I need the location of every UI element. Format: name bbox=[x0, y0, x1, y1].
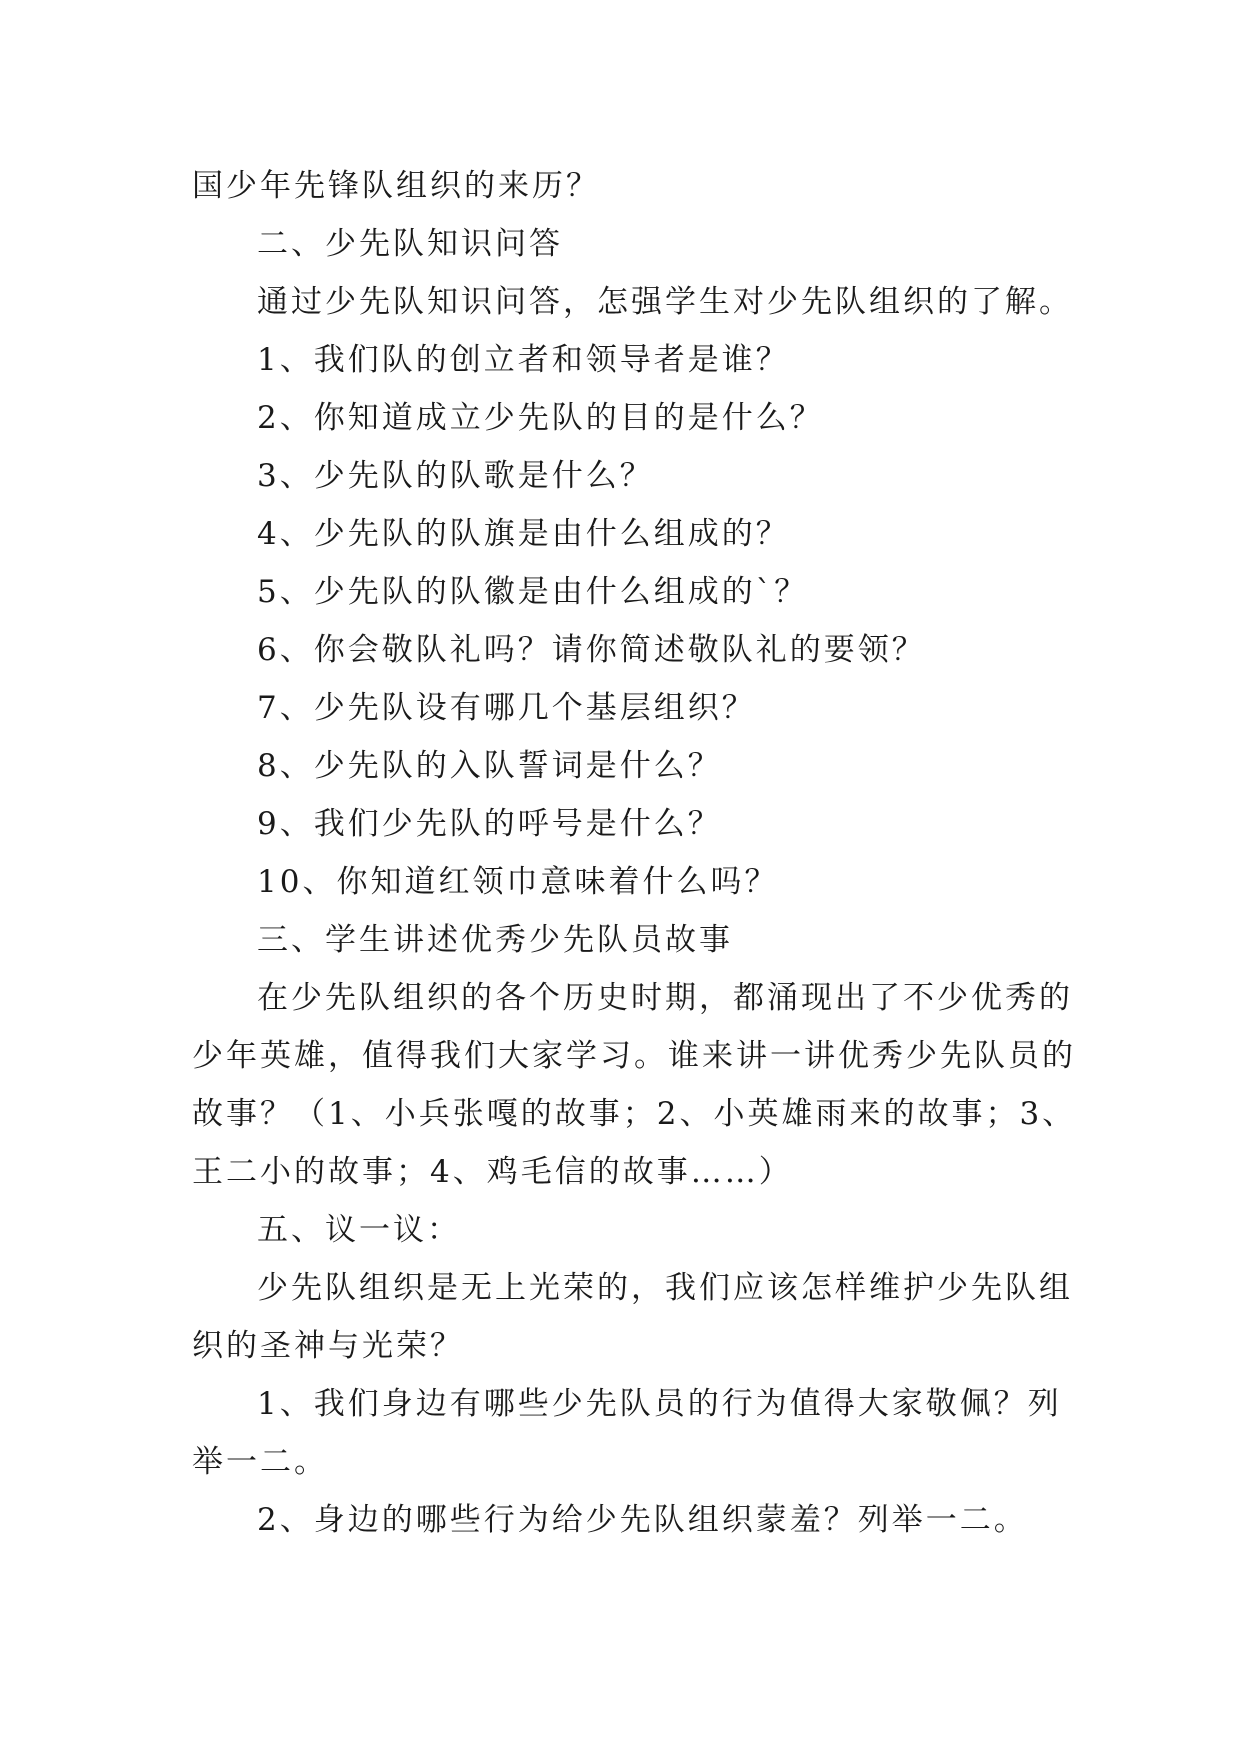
question-item: 4、少先队的队旗是由什么组成的？ bbox=[257, 516, 790, 552]
text-line: 国少年先锋队组织的来历？ bbox=[192, 168, 600, 204]
section-heading: 二、少先队知识问答 bbox=[257, 226, 563, 262]
text-line: 1、我们身边有哪些少先队员的行为值得大家敬佩？列 bbox=[257, 1386, 1062, 1422]
question-item: 9、我们少先队的呼号是什么？ bbox=[257, 806, 722, 842]
text-line: 少年英雄，值得我们大家学习。谁来讲一讲优秀少先队员的 bbox=[192, 1038, 1076, 1074]
text-line: 2、身边的哪些行为给少先队组织蒙羞？列举一二。 bbox=[257, 1502, 1028, 1538]
text-line: 故事？（1、小兵张嘎的故事；2、小英雄雨来的故事；3、 bbox=[192, 1096, 1077, 1132]
text-line: 在少先队组织的各个历史时期，都涌现出了不少优秀的 bbox=[257, 980, 1073, 1016]
text-line: 举一二。 bbox=[192, 1444, 328, 1480]
question-item: 10、你知道红领巾意味着什么吗？ bbox=[257, 864, 779, 900]
text-line: 少先队组织是无上光荣的，我们应该怎样维护少先队组 bbox=[257, 1270, 1073, 1306]
question-item: 3、少先队的队歌是什么？ bbox=[257, 458, 654, 494]
text-line: 织的圣神与光荣？ bbox=[192, 1328, 464, 1364]
question-item: 7、少先队设有哪几个基层组织？ bbox=[257, 690, 756, 726]
section-heading: 三、学生讲述优秀少先队员故事 bbox=[257, 922, 733, 958]
text-line: 王二小的故事；4、鸡毛信的故事……） bbox=[192, 1154, 793, 1190]
question-item: 6、你会敬队礼吗？请你简述敬队礼的要领？ bbox=[257, 632, 926, 668]
question-item: 8、少先队的入队誓词是什么？ bbox=[257, 748, 722, 784]
question-item: 2、你知道成立少先队的目的是什么？ bbox=[257, 400, 824, 436]
text-line: 通过少先队知识问答，怎强学生对少先队组织的了解。 bbox=[257, 284, 1073, 320]
question-item: 5、少先队的队徽是由什么组成的`？ bbox=[257, 574, 809, 610]
section-heading: 五、议一议： bbox=[257, 1212, 461, 1248]
question-item: 1、我们队的创立者和领导者是谁？ bbox=[257, 342, 790, 378]
